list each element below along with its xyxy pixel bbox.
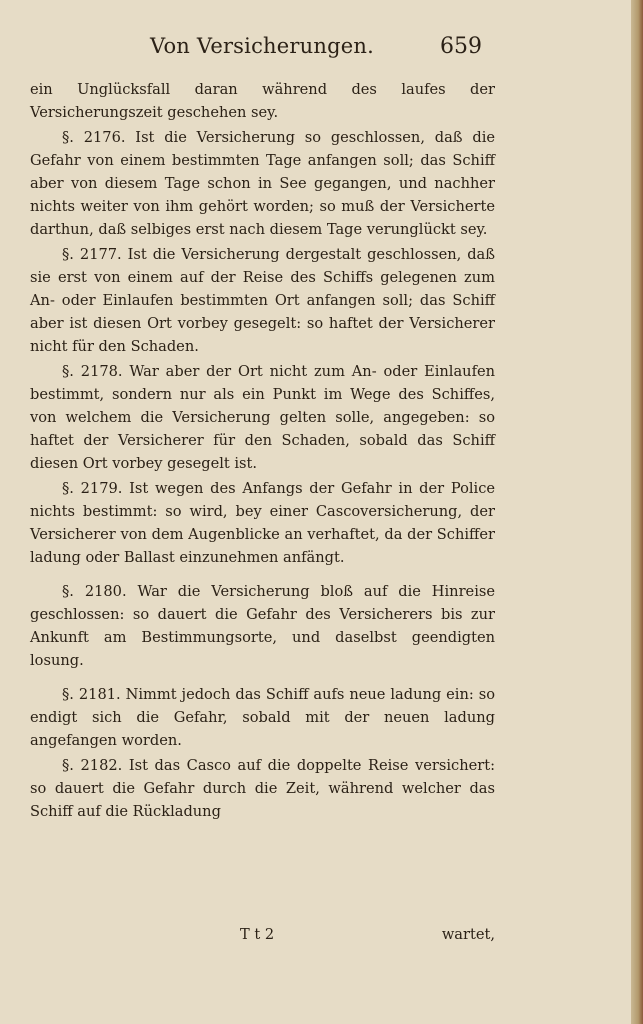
signature-mark: T t 2 xyxy=(240,926,275,943)
paragraph-2176: §. 2176. Ist die Versicherung so geschlossen, daß die Gefahr von einem bestimmten Tage anfangen soll; das Schiff aber von diesem Tage schon in See gegangen, und nachher nichts weiter von ihm gehört worden; so muß der Versicherte darthun, daß selbiges erst nach diesem Tage verunglückt sey. xyxy=(30,129,495,238)
page-header xyxy=(150,34,490,68)
running-title: Von Versicherungen. xyxy=(150,34,374,58)
page-number: 659 xyxy=(440,34,482,59)
page-edge xyxy=(631,0,643,1024)
paragraph-2180: §. 2180. War die Versicherung bloß auf die Hinreise geschlossen: so dauert die Gefahr des Versicherers bis zur Ankunft am Bestimmungsorte, und daselbst geendigten losung. xyxy=(30,583,495,669)
paragraph-2179: §. 2179. Ist wegen des Anfangs der Gefahr in der Police nichts bestimmt: so wird, bey einer Cascoversicherung, der Versicherer von dem Augenblicke an verhaftet, da der Schiffer ladung oder Ballast einzunehmen anfängt. xyxy=(30,480,495,566)
body-text xyxy=(30,78,495,823)
paragraph-2182: §. 2182. Ist das Casco auf die doppelte Reise versichert: so dauert die Gefahr durch die Zeit, während welcher das Schiff auf die Rückladung xyxy=(30,757,495,820)
paragraph-2178: §. 2178. War aber der Ort nicht zum An- oder Einlaufen bestimmt, sondern nur als ein Punkt im Wege des Schiffes, von welchem die Versicherung gelten solle, angegeben: so haftet der Versicherer für den Schaden, sobald das Schiff diesen Ort vorbey gesegelt ist. xyxy=(30,363,495,472)
paragraph-2181: §. 2181. Nimmt jedoch das Schiff aufs neue ladung ein: so endigt sich die Gefahr, sobald mit der neuen ladung angefangen worden. xyxy=(30,686,495,749)
page-footer xyxy=(30,926,495,950)
paragraph-2177: §. 2177. Ist die Versicherung dergestalt geschlossen, daß sie erst von einem auf der Reise des Schiffs gelegenen zum An- oder Einlaufen bestimmten Ort anfangen soll; das Schiff aber ist diesen Ort vorbey gesegelt: so haftet der Versicherer nicht für den Schaden. xyxy=(30,246,495,355)
paragraph-continuation: ein Unglücksfall daran während des laufes der Versicherungszeit geschehen sey. xyxy=(30,81,495,121)
catchword: wartet, xyxy=(441,926,495,943)
